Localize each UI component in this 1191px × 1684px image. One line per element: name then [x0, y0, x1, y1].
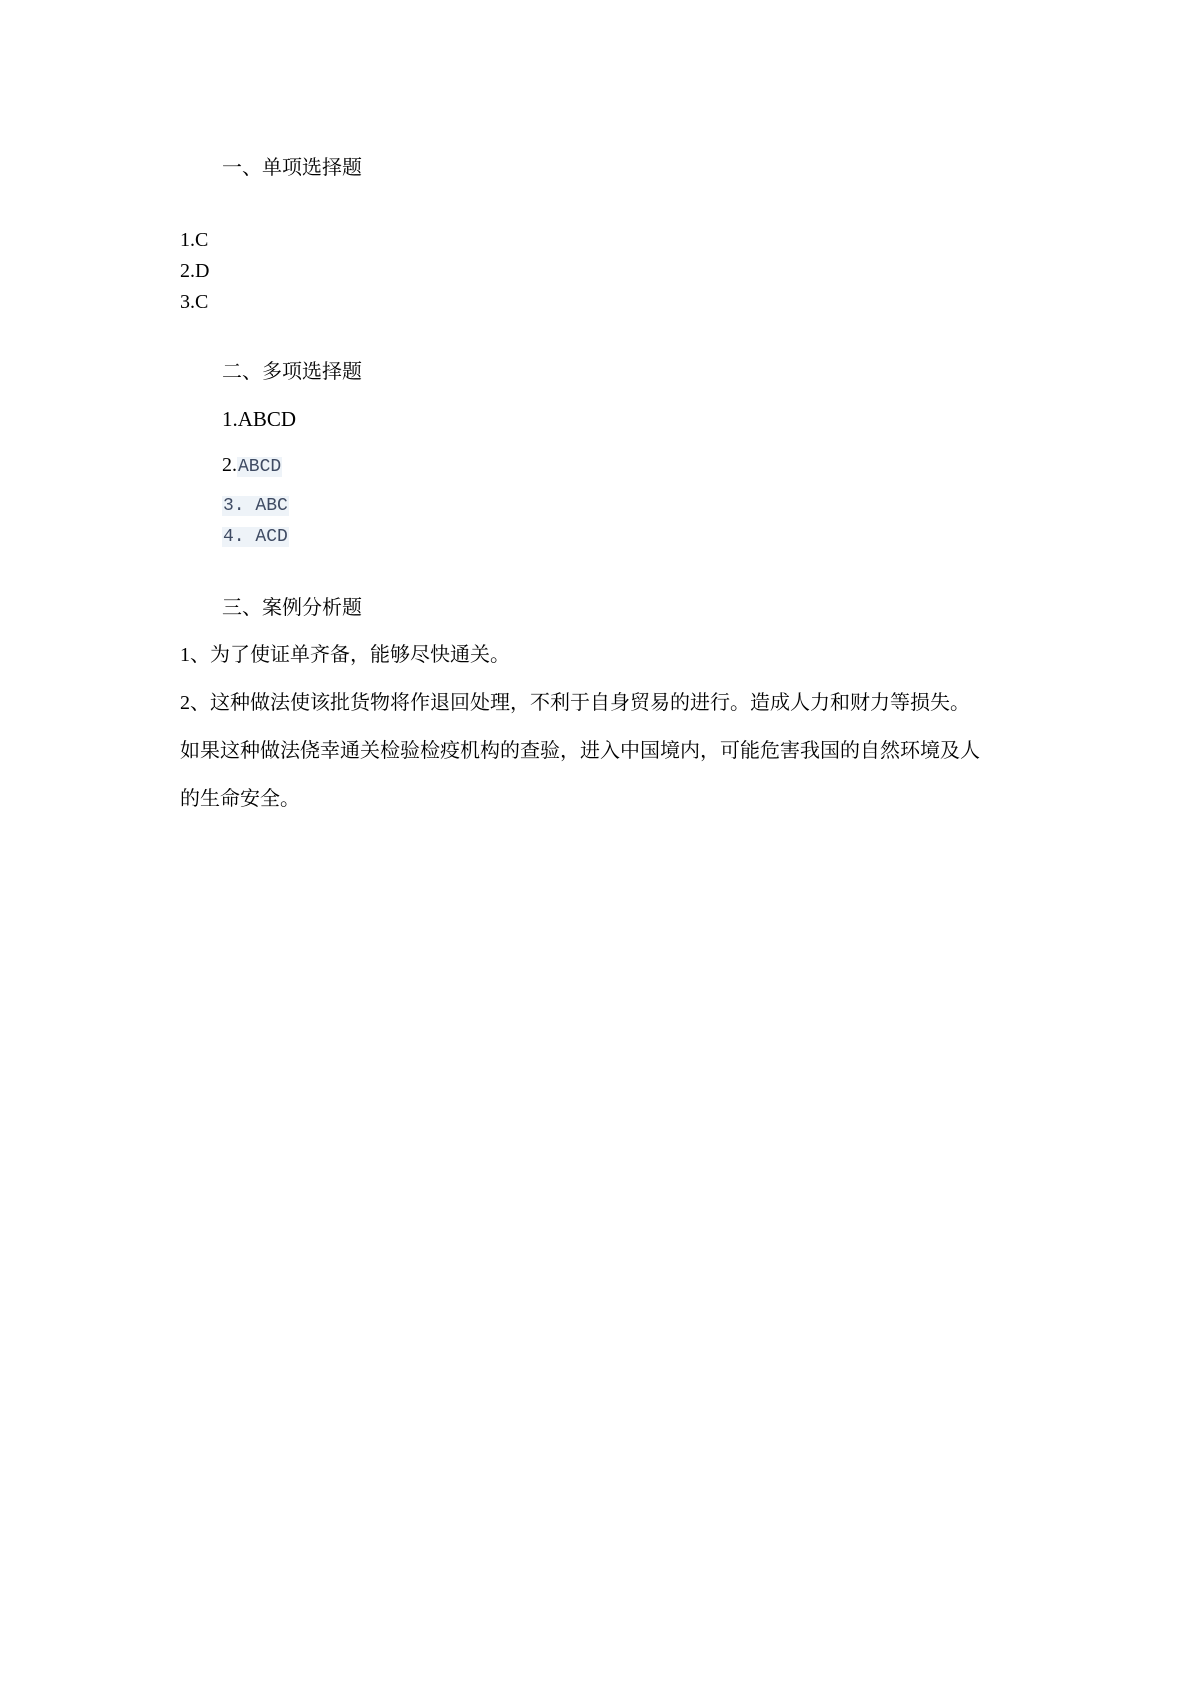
single-answer-2: 2.D: [180, 260, 210, 282]
multi-answer-4-text: 4. ACD: [223, 527, 288, 547]
single-answer-1: 1.C: [180, 229, 209, 251]
multi-answer-2: [222, 453, 282, 479]
multi-answer-3-text: 3. ABC: [223, 496, 288, 516]
heading-multiple-choice: 二、多项选择题: [222, 361, 362, 383]
case-answer-2-line-3: 的生命安全。: [180, 788, 300, 810]
heading-single-choice: 一、单项选择题: [222, 157, 362, 179]
multi-answer-2-value: ABCD: [238, 457, 282, 477]
multi-answer-1: 1.ABCD: [222, 407, 297, 431]
case-answer-2-line-1: 2、这种做法使该批货物将作退回处理，不利于自身贸易的进行。造成人力和财力等损失。: [180, 692, 970, 714]
heading-case-analysis: 三、案例分析题: [222, 597, 362, 619]
multi-answer-4: [222, 523, 289, 549]
multi-answer-3: [222, 492, 289, 518]
case-answer-2-line-2: 如果这种做法侥幸通关检验检疫机构的查验，进入中国境内，可能危害我国的自然环境及人: [180, 740, 980, 762]
case-answer-1: 1、为了使证单齐备，能够尽快通关。: [180, 644, 510, 666]
single-answer-3: 3.C: [180, 291, 209, 313]
multi-answer-2-number: 2.: [222, 454, 237, 476]
